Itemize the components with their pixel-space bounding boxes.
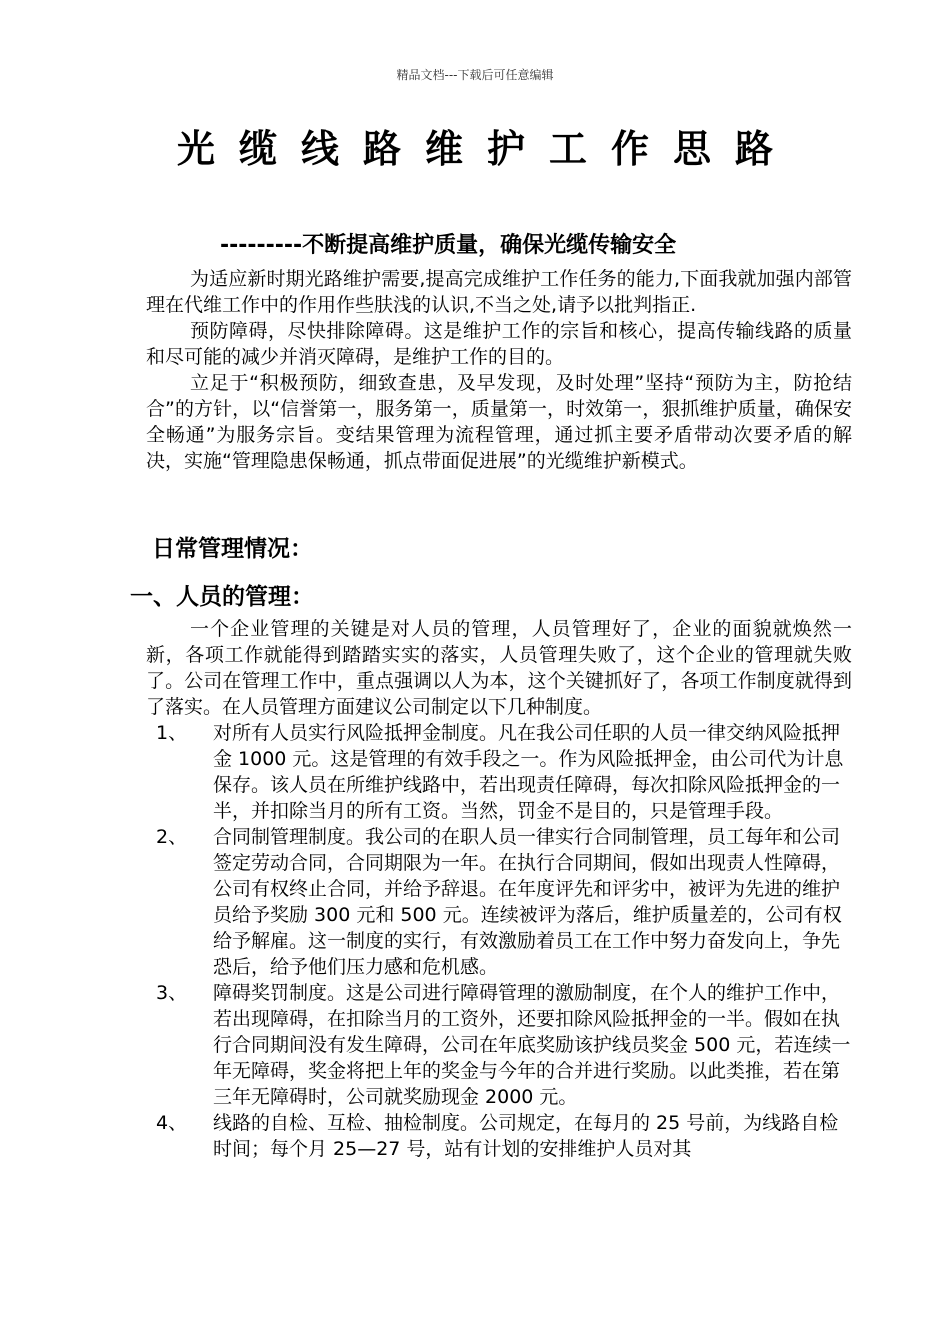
regulation-list	[146, 720, 852, 1162]
document-title: 光缆线路维护工作思路	[176, 127, 797, 171]
list-item	[146, 824, 852, 980]
list-item-text: 障碍奖罚制度。这是公司进行障碍管理的激励制度，在个人的维护工作中，若出现障碍，在扣除当月的工资外，还要扣除风险抵押金的一半。假如在执行合同期间没有发生障碍，公司在年底奖励该护线员奖金 500 元，若连续一年无障碍，奖金将把上年的奖金与今年的合并进行奖励。以此类推，若在第三年无障碍时，公司就奖励现金 2000 元。	[213, 982, 851, 1108]
intro-paragraph: 为适应新时期光路维护需要,提高完成维护工作任务的能力,下面我就加强内部管理在代维工作中的作用作些肤浅的认识,不当之处,请予以批判指正.	[146, 268, 852, 316]
section-heading-daily: 日常管理情况：	[152, 536, 313, 562]
document-subtitle: ---------不断提高维护质量，确保光缆传输安全	[220, 233, 677, 258]
personnel-section	[146, 616, 852, 1162]
list-item-number: 3、	[156, 982, 188, 1004]
intro-paragraph: 预防障碍，尽快排除障碍。这是维护工作的宗旨和核心，提高传输线路的质量和尽可能的减少并消灭障碍，是维护工作的目的。	[146, 320, 852, 368]
header-note: 精品文档---下载后可任意编辑	[396, 68, 554, 82]
list-item-text: 线路的自检、互检、抽检制度。公司规定，在每月的 25 号前，为线路自检时间；每个月 25—27 号，站有计划的安排维护人员对其	[213, 1112, 839, 1160]
intro-section	[146, 266, 852, 474]
list-item	[146, 720, 852, 824]
list-item-text: 合同制管理制度。我公司的在职人员一律实行合同制管理，员工每年和公司签定劳动合同，合同期限为一年。在执行合同期间，假如出现责人性障碍，公司有权终止合同，并给予辞退。在年度评先和评劣中，被评为先进的维护员给予奖励 300 元和 500 元。连续被评为落后，维护质量差的，公司有权给予解雇。这一制度的实行，有效激励着员工在工作中努力奋发向上，争先恐后，给予他们压力感和危机感。	[213, 826, 842, 978]
intro-paragraph: 立足于“积极预防，细致查患，及早发现，及时处理”坚持“预防为主，防抢结合”的方针，以“信誉第一，服务第一，质量第一，时效第一，狠抓维护质量，确保安全畅通”为服务宗旨。变结果管理为流程管理，通过抓主要矛盾带动次要矛盾的解决，实施“管理隐患保畅通，抓点带面促进展”的光缆维护新模式。	[146, 372, 852, 472]
list-item-text: 对所有人员实行风险抵押金制度。凡在我公司任职的人员一律交纳风险抵押金 1000 元。这是管理的有效手段之一。作为风险抵押金，由公司代为计息保存。该人员在所维护线路中，若出现责任障碍，每次扣除风险抵押金的一半，并扣除当月的所有工资。当然，罚金不是目的，只是管理手段。	[213, 722, 844, 822]
list-item-number: 1、	[156, 722, 188, 744]
list-item-number: 2、	[156, 826, 188, 848]
section-heading-personnel: 一、人员的管理：	[130, 584, 314, 610]
list-item	[146, 1110, 852, 1162]
personnel-intro-paragraph: 一个企业管理的关键是对人员的管理，人员管理好了，企业的面貌就焕然一新，各项工作就能得到踏踏实实的落实，人员管理失败了，这个企业的管理就失败了。公司在管理工作中，重点强调以人为本，这个关键抓好了，各项工作制度就得到了落实。在人员管理方面建议公司制定以下几种制度。	[146, 618, 852, 718]
list-item-number: 4、	[156, 1112, 188, 1134]
list-item	[146, 980, 852, 1110]
